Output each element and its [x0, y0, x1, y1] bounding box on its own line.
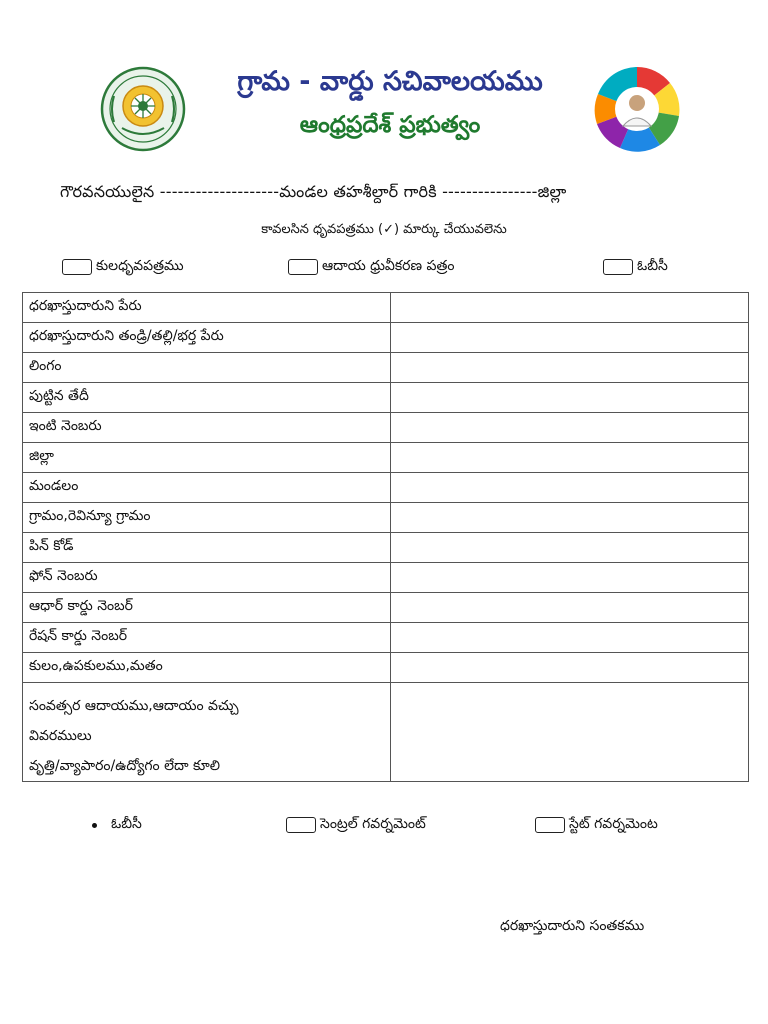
navaratnalu-emblem — [594, 66, 680, 152]
checkbox-state-government[interactable] — [535, 817, 565, 833]
field-label: జిల్లా — [23, 443, 391, 473]
option-label: ఆదాయ ధ్రువీకరణ పత్రం — [322, 257, 455, 274]
field-value-cell[interactable] — [391, 503, 749, 533]
checkbox-caste-certificate[interactable] — [62, 259, 92, 275]
table-row — [23, 353, 749, 383]
table-row — [23, 413, 749, 443]
ap-government-emblem — [100, 66, 186, 152]
application-form-table — [22, 292, 749, 782]
option-state-government[interactable] — [535, 813, 658, 837]
option-income-certificate[interactable] — [288, 256, 454, 278]
option-label: స్టేట్ గవర్నమెంట — [569, 815, 658, 832]
instruction-text: కావలసిన ధృవపత్రము (✓) మార్కు చేయువలెను — [261, 222, 507, 237]
table-row — [23, 443, 749, 473]
field-value-cell[interactable] — [391, 443, 749, 473]
obc-bullet-item — [92, 813, 142, 837]
table-row — [23, 503, 749, 533]
field-label: ధరఖాస్తుదారుని తండ్రి/తల్లి/భర్త పేరు — [23, 323, 391, 353]
field-label: గ్రామం,రెవిన్యూ గ్రామం — [23, 503, 391, 533]
field-value-cell[interactable] — [391, 533, 749, 563]
income-label-line: వివరములు — [29, 728, 92, 744]
field-label: పుట్టిన తేదీ — [23, 383, 391, 413]
field-value-cell[interactable] — [391, 323, 749, 353]
field-value-cell[interactable] — [391, 353, 749, 383]
obc-bullet-label: ఓబీసీ — [111, 815, 142, 832]
field-value-cell[interactable] — [391, 623, 749, 653]
field-value-cell[interactable] — [391, 683, 749, 782]
field-value-cell[interactable] — [391, 653, 749, 683]
table-row — [23, 383, 749, 413]
field-label: లింగం — [23, 353, 391, 383]
field-label-income — [23, 683, 391, 782]
field-label: రేషన్ కార్డు నెంబర్ — [23, 623, 391, 653]
address-line: గౌరవనయులైన --------------------మండల తహశీల్దార్ గారికి ----------------జిల్లా — [60, 182, 567, 201]
field-value-cell[interactable] — [391, 413, 749, 443]
field-label: మండలం — [23, 473, 391, 503]
field-value-cell[interactable] — [391, 293, 749, 323]
table-row — [23, 593, 749, 623]
option-obc[interactable] — [603, 256, 668, 278]
checkbox-obc[interactable] — [603, 259, 633, 275]
table-row — [23, 623, 749, 653]
option-caste-certificate[interactable] — [62, 256, 184, 278]
field-label: ఆధార్ కార్డు నెంబర్ — [23, 593, 391, 623]
table-row — [23, 563, 749, 593]
option-central-government[interactable] — [286, 813, 426, 837]
field-value-cell[interactable] — [391, 593, 749, 623]
page-title: గ్రామ - వార్డు సచివాలయము — [237, 66, 543, 97]
field-label: కులం,ఉపకులము,మతం — [23, 653, 391, 683]
field-label: ఫోన్ నెంబరు — [23, 563, 391, 593]
field-label: ఇంటి నెంబరు — [23, 413, 391, 443]
table-row — [23, 473, 749, 503]
table-row — [23, 323, 749, 353]
field-label: ధరఖాస్తుదారుని పేరు — [23, 293, 391, 323]
bullet-icon — [92, 823, 97, 828]
field-value-cell[interactable] — [391, 383, 749, 413]
table-row-income — [23, 683, 749, 782]
income-label-line: సంవత్సర ఆదాయము,ఆదాయం వచ్చు — [29, 698, 239, 714]
option-label: ఓబీసీ — [637, 257, 668, 274]
page-subtitle: ఆంధ్రప్రదేశ్ ప్రభుత్వం — [299, 112, 481, 138]
checkbox-income-certificate[interactable] — [288, 259, 318, 275]
option-label: కులధృవపత్రము — [96, 257, 184, 274]
table-row — [23, 653, 749, 683]
table-row — [23, 293, 749, 323]
table-row — [23, 533, 749, 563]
checkbox-central-government[interactable] — [286, 817, 316, 833]
field-label: పిన్ కోడ్ — [23, 533, 391, 563]
field-value-cell[interactable] — [391, 563, 749, 593]
applicant-signature-label: ధరఖాస్తుదారుని సంతకము — [500, 918, 645, 934]
field-value-cell[interactable] — [391, 473, 749, 503]
income-label-line: వృత్తి/వ్యాపారం/ఉద్యోగం లేదా కూలి — [29, 758, 220, 774]
option-label: సెంట్రల్ గవర్నమెంట్ — [320, 815, 426, 832]
